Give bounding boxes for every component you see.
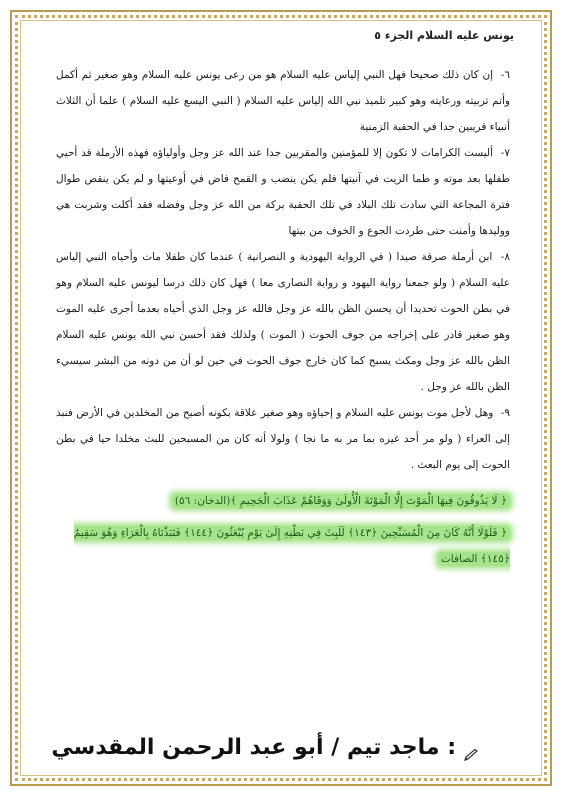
author-signature xyxy=(51,735,478,760)
paragraph-text: إن كان ذلك صحيحا فهل النبي إلياس عليه السلام هو من رعى يونس عليه السلام وهو صغير ثم أكمل وأتم تربيته ورعايته وهو كبير تلميذ نبي الله إلياس عليه السلام ( النبي اليسع عليه السلام ) علما أن الثلاث أنبياء قريبين جدا في الحقبة الزمنية xyxy=(56,69,510,133)
highlighted-verse: ﴿ لَا يَذُوقُونَ فِيهَا الْمَوْتَ إِلَّا الْمَوْتَةَ الْأُولَىٰ وَوَقَاهُمْ عَذَابَ الْجَحِيمِ ﴾(الدخان: ٥٦) xyxy=(172,494,510,508)
paragraph-7 xyxy=(56,140,510,244)
paragraph-9 xyxy=(56,400,510,478)
author-name: : ماجد تيم / أبو عبد الرحمن المقدسي xyxy=(51,735,456,760)
paragraph-number: ٩- xyxy=(500,407,510,419)
paragraph-text: أليست الكرامات لا تكون إلا للمؤمنين والمقربين جدا عند الله عز وجل وأولياؤه فهذه الأرملة قد أحيي طفلها بعد موته و طما الزيت في آنيتها فلم يكن ينضب و القمح فاض في أوعيتها و لم يكن ينقص طوال فترة المجاعة التي سادت تلك البلاد في تلك الحقبة بركة من الله عز وجل وفضله فقد أكلت وشربت هي ووليدها وأمنت حتى طردت الجوع و الخوف من بيتها xyxy=(56,147,510,237)
highlighted-verse: ﴿ فَلَوْلَا أَنَّهُ كَانَ مِنَ الْمُسَبِّحِينَ ﴿١٤٣﴾ لَلَبِثَ فِي بَطْنِهِ إِلَىٰ يَوْمِ يُبْعَثُونَ ﴿١٤٤﴾ فَنَبَذْنَاهُ بِالْعَرَاءِ وَهُوَ سَقِيمٌ ﴿١٤٥﴾ الصافات xyxy=(73,527,510,565)
paragraph-number: ٦- xyxy=(500,69,510,81)
paragraph-6 xyxy=(56,62,510,140)
quran-quote-1 xyxy=(56,488,510,514)
paragraph-8 xyxy=(56,244,510,400)
page-header-title: يونس عليه السلام الجزء ٥ xyxy=(374,29,514,42)
paragraph-text: وهل لأجل موت يونس عليه السلام و إحياؤه وهو صغير علاقة بكونه أصبح من المخلدين في الأرض فنبذ إلى العراء ( ولو مر أحد غيره بما مر به ما نجا ) ولولا أنه كان من المسبحين للبث مخلدا حيا في بطن الحوت إلى يوم البعث . xyxy=(56,407,510,471)
quran-quote-2 xyxy=(56,520,510,572)
paragraph-text: ابن أرملة صرفة صيدا ( في الرواية اليهودية و النصرانية ) عندما كان طفلا مات وأحياه النبي إلياس عليه السلام ( ولو جمعنا رواية اليهود و رواية النصارى معا ) فهل كان ذلك درسا ليونس عليه السلام وهو في بطن الحوت تحديدا أن يحسن الظن بالله عز وجل فالله عز وجل الذي أحياه بعدما أجرى عليه الموت وهو صغير قادر على إخراجه من جوف الحوت ( الموت ) ولذلك فقد أحسن نبي الله يونس عليه السلام الظن بالله عز وجل ومكث يسبح كما كان خارج جوف الحوت في حين لو أن من دونه من البشر سيسيء الظن بالله عز وجل . xyxy=(56,251,510,393)
paragraph-number: ٨- xyxy=(500,251,510,263)
paragraph-number: ٧- xyxy=(500,147,510,159)
pen-icon xyxy=(464,742,478,754)
document-body xyxy=(56,62,510,572)
